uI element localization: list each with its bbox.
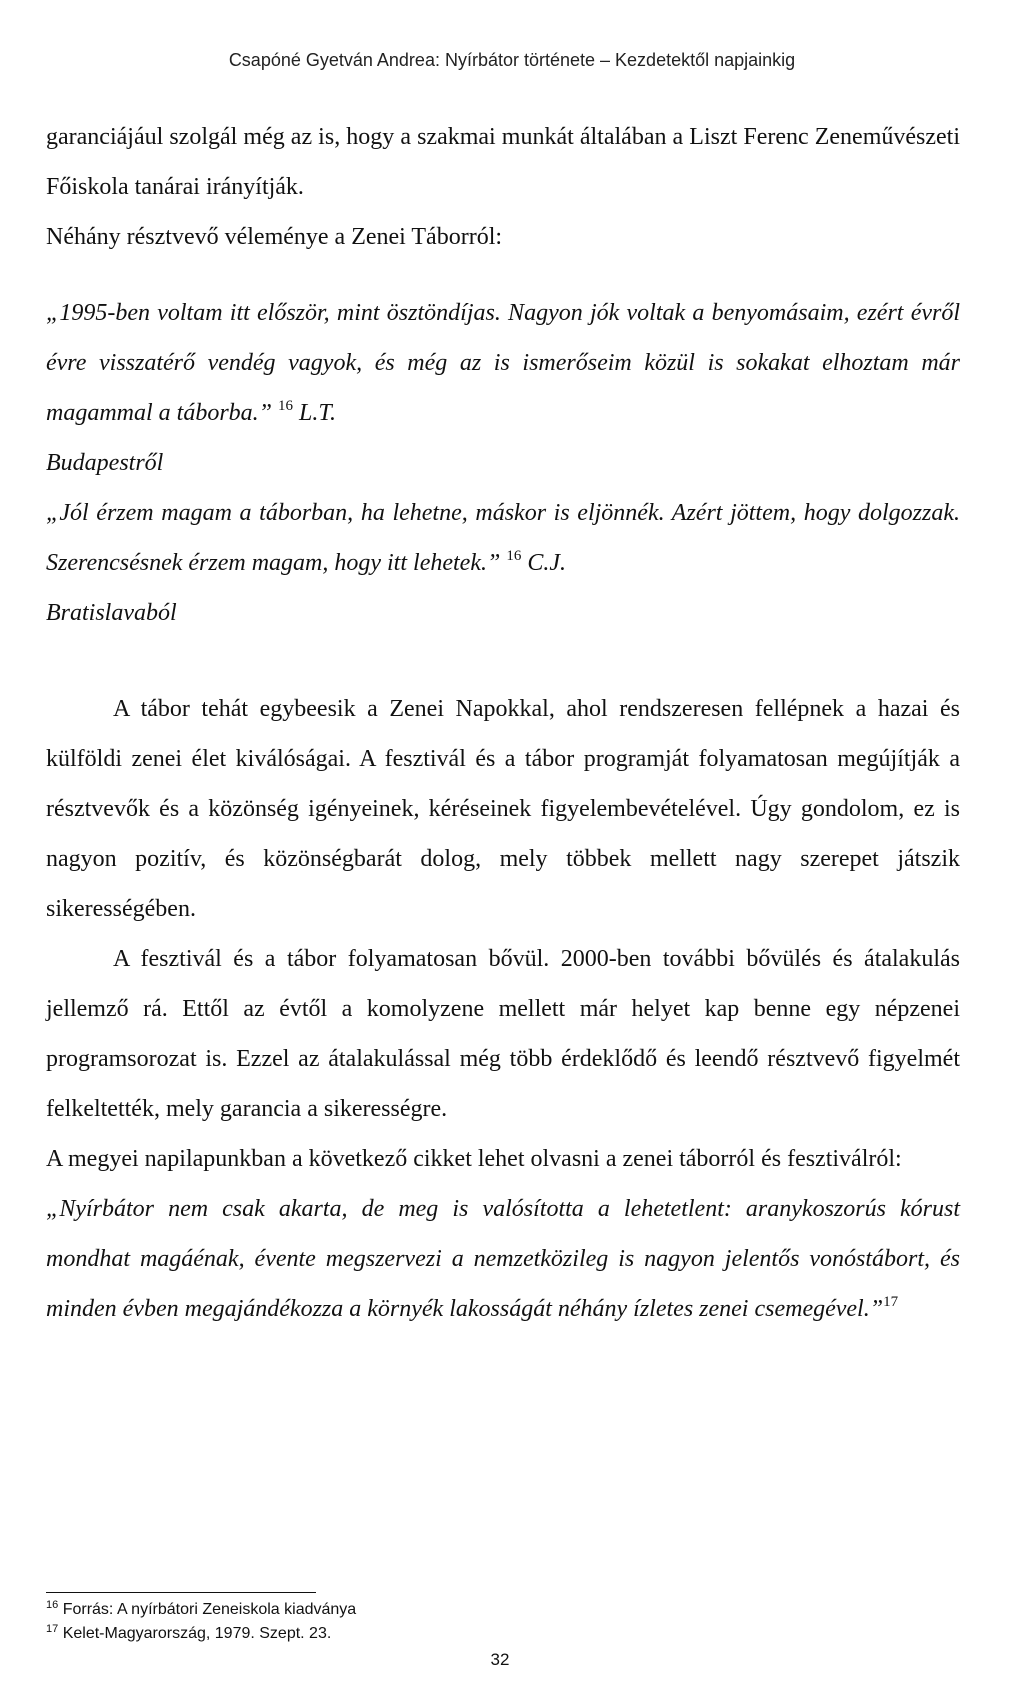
page-body	[46, 112, 960, 1334]
quote-3-text: „Nyírbátor nem csak akarta, de meg is valósította a lehetetlent: aranykoszorús kórust mondhat magáénak, évente megszervezi a nemzetközileg is nagyon jelentős vonóstábort, és minden évben megajándékozza a környék lakosságát néhány ízletes zenei csemegével.”	[46, 1196, 960, 1322]
paragraph-4: A fesztivál és a tábor folyamatosan bővül. 2000-ben további bővülés és átalakulás jellemző rá. Ettől az évtől a komolyzene mellett már helyet kap benne egy népzenei programsorozat is. Ezzel az átalakulással még több érdeklődő és leendő résztvevő figyelmét felkeltették, mely garancia a sikerességre.	[46, 946, 960, 1122]
page-number: 32	[490, 1650, 510, 1669]
footnote-ref-17[interactable]: 17	[883, 1294, 899, 1310]
footnote-16-text: Forrás: A nyírbátori Zeneiskola kiadványa	[62, 1601, 357, 1618]
paragraph-1: garanciájául szolgál még az is, hogy a szakmai munkát általában a Liszt Ferenc Zeneművészeti Főiskola tanárai irányítják.	[46, 124, 960, 200]
quote-3	[46, 1184, 960, 1334]
footnote-ref-16-second[interactable]: 16	[506, 548, 522, 564]
quote-2-author: C.J.	[527, 550, 566, 576]
quote-2	[46, 488, 960, 588]
footnote-ref-16[interactable]: 16	[278, 398, 294, 414]
paragraph-2: Néhány résztvevő véleménye a Zenei Táborról:	[46, 224, 503, 250]
quote-1-author: L.T.	[299, 400, 336, 426]
footnote-16-number: 16	[46, 1599, 59, 1611]
footnotes	[46, 1598, 746, 1646]
paragraph-3: A tábor tehát egybeesik a Zenei Napokkal, ahol rendszeresen fellépnek a hazai és külföldi zenei élet kiválóságai. A fesztivál és a tábor programját folyamatosan megújítják a résztvevők és a közönség igényeinek, kéréseinek figyelembevételével. Úgy gondolom, ez is nagyon pozitív, és közönségbarát dolog, mely többek mellett nagy szerepet játszik sikerességében.	[46, 696, 960, 922]
quote-2-origin: Bratislavaból	[46, 600, 177, 626]
paragraph-5: A megyei napilapunkban a következő cikket lehet olvasni a zenei táborról és fesztiválról:	[46, 1146, 902, 1172]
footnote-17	[46, 1622, 746, 1646]
footnote-16	[46, 1598, 746, 1622]
quote-1-origin: Budapestről	[46, 450, 164, 476]
quote-1	[46, 288, 960, 438]
quote-1-text: „1995-ben voltam itt először, mint ösztöndíjas. Nagyon jók voltak a benyomásaim, ezért évről évre visszatérő vendég vagyok, és még az is ismerőseim közül is sokakat elhoztam már magammal a táborba.”	[46, 300, 960, 426]
running-header: Csapóné Gyetván Andrea: Nyírbátor története – Kezdetektől napjainkig	[228, 50, 796, 70]
quote-2-text: „Jól érzem magam a táborban, ha lehetne, máskor is eljönnék. Azért jöttem, hogy dolgozzak. Szerencsésnek érzem magam, hogy itt lehetek.”	[46, 500, 960, 576]
footnote-17-text: Kelet-Magyarország, 1979. Szept. 23.	[62, 1625, 332, 1642]
footnote-divider	[46, 1592, 316, 1593]
footnote-17-number: 17	[46, 1623, 59, 1635]
